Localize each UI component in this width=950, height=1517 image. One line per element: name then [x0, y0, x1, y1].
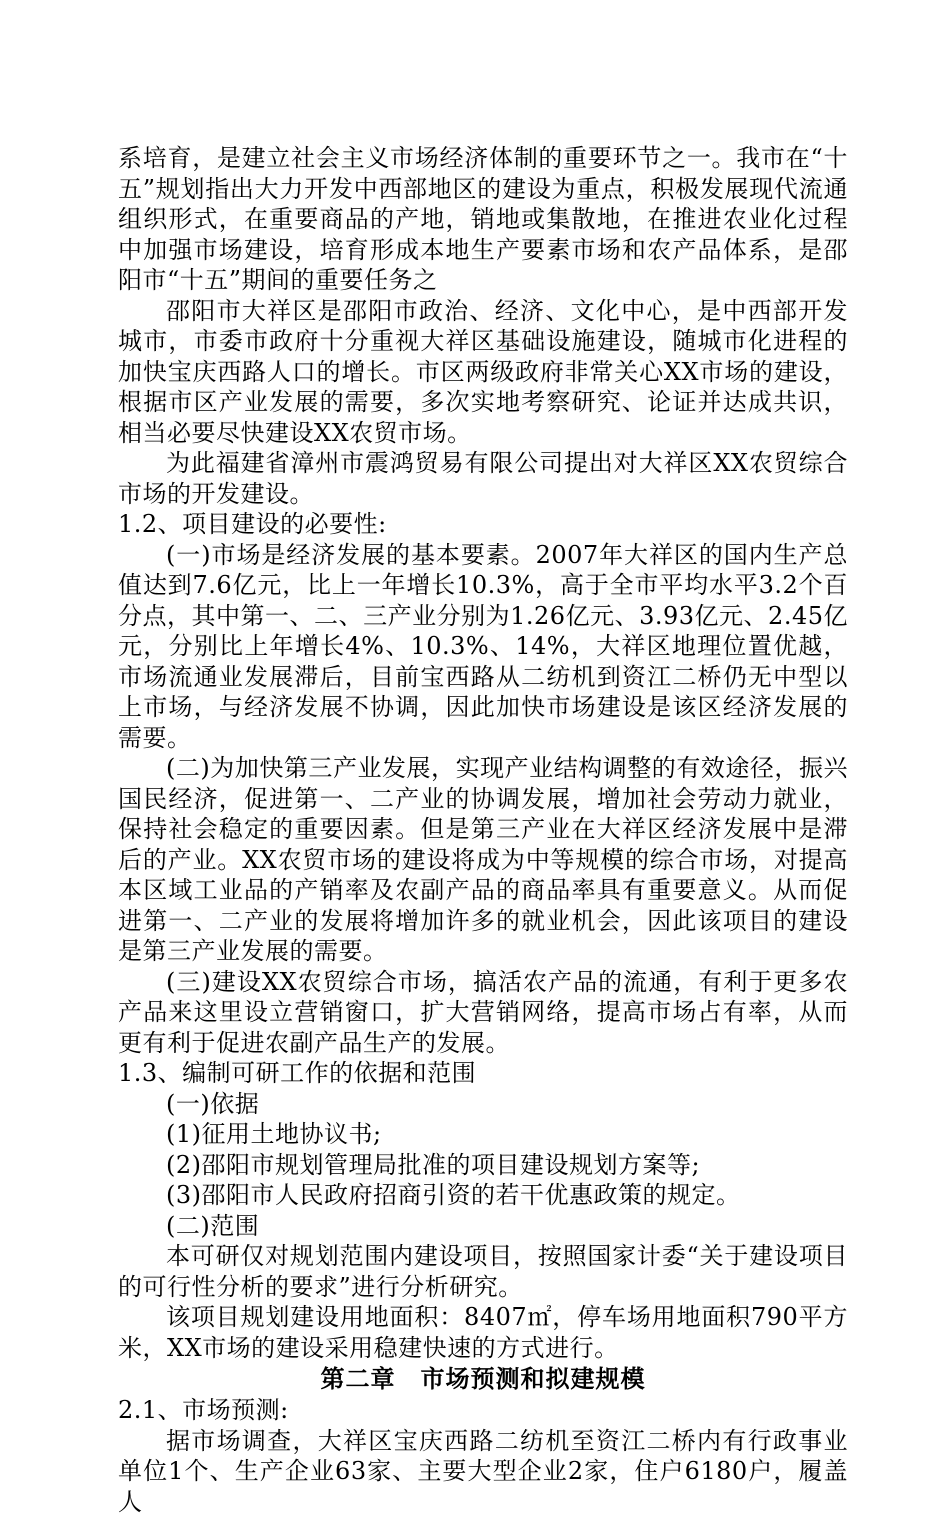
paragraph-land-area: 该项目规划建设用地面积：8407㎡，停车场用地面积790平方米，XX市场的建设采用稳建快速的方式进行。 [118, 1302, 848, 1363]
chapter-title: 第二章 市场预测和拟建规模 [118, 1363, 848, 1395]
basis-item-3: (3)邵阳市人民政府招商引资的若干优惠政策的规定。 [118, 1180, 848, 1211]
section-heading-1-2: 1.2、项目建设的必要性: [118, 509, 848, 540]
paragraph-company-proposal: 为此福建省漳州市震鸿贸易有限公司提出对大祥区XX农贸综合市场的开发建设。 [118, 448, 848, 509]
paragraph-necessity-3: (三)建设XX农贸综合市场，搞活农产品的流通，有利于更多农产品来这里设立营销窗口，扩大营销网络，提高市场占有率，从而更有利于促进农副产品生产的发展。 [118, 967, 848, 1059]
subheading-scope: (二)范围 [118, 1211, 848, 1242]
basis-item-1: (1)征用土地协议书; [118, 1119, 848, 1150]
section-heading-1-3: 1.3、编制可研工作的依据和范围 [118, 1058, 848, 1089]
paragraph-necessity-2: (二)为加快第三产业发展，实现产业结构调整的有效途径，振兴国民经济，促进第一、二产业的协调发展，增加社会劳动力就业，保持社会稳定的重要因素。但是第三产业在大祥区经济发展中是滞后的产业。XX农贸市场的建设将成为中等规模的综合市场，对提高本区域工业品的产销率及农副产品的商品率具有重要意义。从而促进第一、二产业的发展将增加许多的就业机会，因此该项目的建设是第三产业发展的需要。 [118, 753, 848, 967]
basis-item-2: (2)邵阳市规划管理局批准的项目建设规划方案等; [118, 1150, 848, 1181]
paragraph-necessity-1: (一)市场是经济发展的基本要素。2007年大祥区的国内生产总值达到7.6亿元，比上一年增长10.3%，高于全市平均水平3.2个百分点，其中第一、二、三产业分别为1.26亿元、3.93亿元、2.45亿元，分别比上年增长4%、10.3%、14%，大祥区地理位置优越，市场流通业发展滞后，目前宝西路从二纺机到资江二桥仍无中型以上市场，与经济发展不协调，因此加快市场建设是该区经济发展的需要。 [118, 540, 848, 754]
document-page [118, 143, 848, 1517]
section-heading-2-1: 2.1、市场预测: [118, 1395, 848, 1426]
paragraph-market-system: 系培育，是建立社会主义市场经济体制的重要环节之一。我市在“十五”规划指出大力开发中西部地区的建设为重点，积极发展现代流通组织形式，在重要商品的产地，销地或集散地，在推进农业化过程中加强市场建设，培育形成本地生产要素市场和农产品体系，是邵阳市“十五”期间的重要任务之 [118, 143, 848, 296]
paragraph-market-survey: 据市场调查，大祥区宝庆西路二纺机至资江二桥内有行政事业单位1个、生产企业63家、主要大型企业2家，住户6180户，履盖人 [118, 1426, 848, 1517]
paragraph-scope: 本可研仅对规划范围内建设项目，按照国家计委“关于建设项目的可行性分析的要求”进行分析研究。 [118, 1241, 848, 1302]
paragraph-daxiang-district: 邵阳市大祥区是邵阳市政治、经济、文化中心，是中西部开发城市，市委市政府十分重视大祥区基础设施建设，随城市化进程的加快宝庆西路人口的增长。市区两级政府非常关心XX市场的建设，根据市区产业发展的需要，多次实地考察研究、论证并达成共识，相当必要尽快建设XX农贸市场。 [118, 296, 848, 449]
subheading-basis: (一)依据 [118, 1089, 848, 1120]
